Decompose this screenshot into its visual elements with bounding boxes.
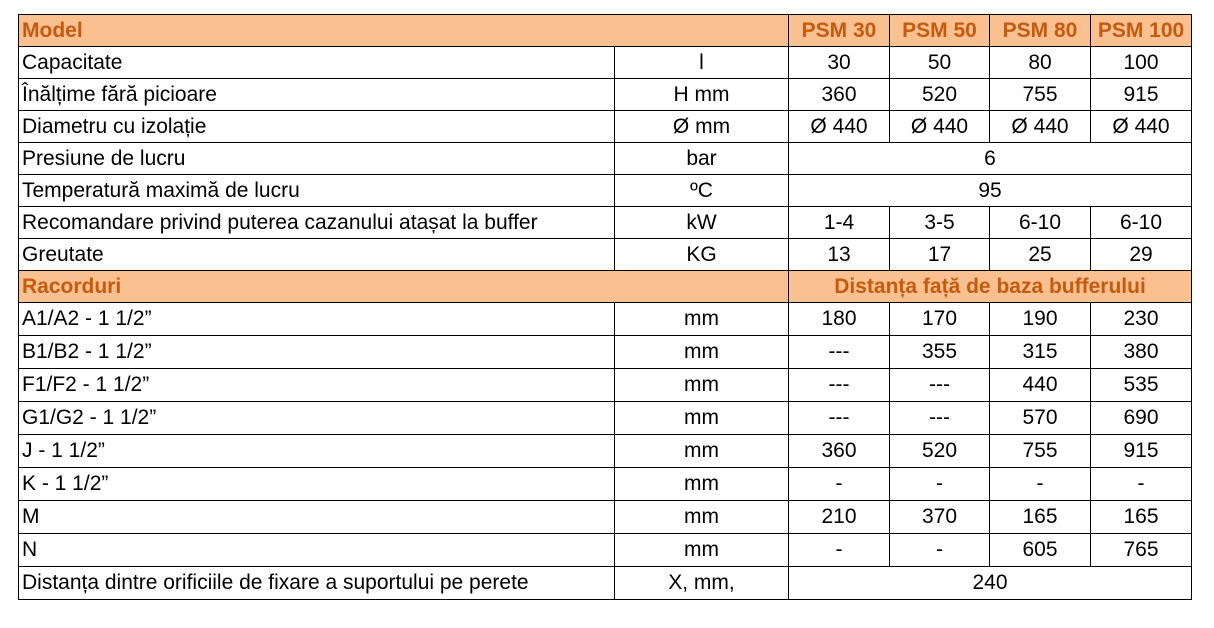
cell-value: 690 xyxy=(1091,402,1192,435)
cell-value: 315 xyxy=(990,336,1091,369)
table-row xyxy=(19,468,1192,501)
cell-value: 165 xyxy=(990,501,1091,534)
connections-label: Racorduri xyxy=(19,271,789,303)
row-label: N xyxy=(19,534,615,567)
cell-value: 520 xyxy=(890,79,990,111)
cell-value: 605 xyxy=(990,534,1091,567)
row-label: A1/A2 - 1 1/2” xyxy=(19,303,615,336)
row-label: Temperatură maximă de lucru xyxy=(19,175,615,207)
cell-value: 535 xyxy=(1091,369,1192,402)
table-row xyxy=(19,435,1192,468)
row-label: M xyxy=(19,501,615,534)
table-row xyxy=(19,111,1192,143)
row-unit: mm xyxy=(615,402,789,435)
model-psm30: PSM 30 xyxy=(789,15,890,47)
row-label: Greutate xyxy=(19,239,615,271)
table-row xyxy=(19,369,1192,402)
cell-value: 355 xyxy=(890,336,990,369)
cell-value: 765 xyxy=(1091,534,1192,567)
row-unit: mm xyxy=(615,369,789,402)
cell-value-merged: 6 xyxy=(789,143,1192,175)
model-psm50: PSM 50 xyxy=(890,15,990,47)
model-psm100: PSM 100 xyxy=(1091,15,1192,47)
cell-value: 1-4 xyxy=(789,207,890,239)
cell-value: 180 xyxy=(789,303,890,336)
row-label: Presiune de lucru xyxy=(19,143,615,175)
cell-value: Ø 440 xyxy=(990,111,1091,143)
table-row xyxy=(19,143,1192,175)
cell-value: 230 xyxy=(1091,303,1192,336)
row-label: Distanța dintre orificiile de fixare a suportului pe perete xyxy=(19,567,615,600)
cell-value: Ø 440 xyxy=(890,111,990,143)
row-label: B1/B2 - 1 1/2” xyxy=(19,336,615,369)
cell-value: 360 xyxy=(789,435,890,468)
cell-value-merged: 240 xyxy=(789,567,1192,600)
cell-value: 755 xyxy=(990,79,1091,111)
cell-value: 380 xyxy=(1091,336,1192,369)
table-row xyxy=(19,534,1192,567)
cell-value: 520 xyxy=(890,435,990,468)
model-label: Model xyxy=(19,15,789,47)
cell-value: 6-10 xyxy=(1091,207,1192,239)
row-unit: Ø mm xyxy=(615,111,789,143)
cell-value: 915 xyxy=(1091,435,1192,468)
cell-value: --- xyxy=(789,369,890,402)
cell-value: 370 xyxy=(890,501,990,534)
table-row xyxy=(19,336,1192,369)
cell-value: --- xyxy=(789,402,890,435)
cell-value: --- xyxy=(890,369,990,402)
cell-value: 3-5 xyxy=(890,207,990,239)
row-unit: bar xyxy=(615,143,789,175)
connections-header-row xyxy=(19,271,1192,303)
row-unit: l xyxy=(615,47,789,79)
row-unit: mm xyxy=(615,501,789,534)
table-row xyxy=(19,402,1192,435)
cell-value: - xyxy=(789,534,890,567)
cell-value: 440 xyxy=(990,369,1091,402)
cell-value: 170 xyxy=(890,303,990,336)
row-unit: mm xyxy=(615,435,789,468)
cell-value: 570 xyxy=(990,402,1091,435)
row-label: G1/G2 - 1 1/2” xyxy=(19,402,615,435)
cell-value: 100 xyxy=(1091,47,1192,79)
cell-value: 29 xyxy=(1091,239,1192,271)
table-row xyxy=(19,47,1192,79)
row-label: F1/F2 - 1 1/2” xyxy=(19,369,615,402)
row-label: Înălțime fără picioare xyxy=(19,79,615,111)
cell-value: 210 xyxy=(789,501,890,534)
table-row xyxy=(19,303,1192,336)
cell-value: - xyxy=(1091,468,1192,501)
cell-value: - xyxy=(890,468,990,501)
table-row xyxy=(19,239,1192,271)
cell-value: 17 xyxy=(890,239,990,271)
cell-value: 80 xyxy=(990,47,1091,79)
cell-value: 755 xyxy=(990,435,1091,468)
table-row xyxy=(19,79,1192,111)
table-row xyxy=(19,567,1192,600)
cell-value: 13 xyxy=(789,239,890,271)
cell-value: 915 xyxy=(1091,79,1192,111)
cell-value: 50 xyxy=(890,47,990,79)
row-unit: kW xyxy=(615,207,789,239)
row-label: J - 1 1/2” xyxy=(19,435,615,468)
cell-value-merged: 95 xyxy=(789,175,1192,207)
row-unit: H mm xyxy=(615,79,789,111)
cell-value: 165 xyxy=(1091,501,1192,534)
cell-value: 6-10 xyxy=(990,207,1091,239)
cell-value: 190 xyxy=(990,303,1091,336)
table-row xyxy=(19,207,1192,239)
spec-table xyxy=(18,14,1192,600)
cell-value: 25 xyxy=(990,239,1091,271)
row-unit: mm xyxy=(615,468,789,501)
row-unit: mm xyxy=(615,336,789,369)
row-label: Diametru cu izolație xyxy=(19,111,615,143)
distance-header: Distanța față de baza bufferului xyxy=(789,271,1192,303)
row-unit: ºC xyxy=(615,175,789,207)
row-label: Recomandare privind puterea cazanului atașat la buffer xyxy=(19,207,615,239)
cell-value: --- xyxy=(789,336,890,369)
row-label: K - 1 1/2” xyxy=(19,468,615,501)
table-row xyxy=(19,501,1192,534)
model-psm80: PSM 80 xyxy=(990,15,1091,47)
row-unit: X, mm, xyxy=(615,567,789,600)
row-unit: mm xyxy=(615,534,789,567)
row-unit: mm xyxy=(615,303,789,336)
model-header-row xyxy=(19,15,1192,47)
cell-value: - xyxy=(789,468,890,501)
row-label: Capacitate xyxy=(19,47,615,79)
cell-value: 30 xyxy=(789,47,890,79)
cell-value: - xyxy=(890,534,990,567)
cell-value: - xyxy=(990,468,1091,501)
row-unit: KG xyxy=(615,239,789,271)
table-row xyxy=(19,175,1192,207)
cell-value: 360 xyxy=(789,79,890,111)
cell-value: Ø 440 xyxy=(1091,111,1192,143)
cell-value: Ø 440 xyxy=(789,111,890,143)
cell-value: --- xyxy=(890,402,990,435)
